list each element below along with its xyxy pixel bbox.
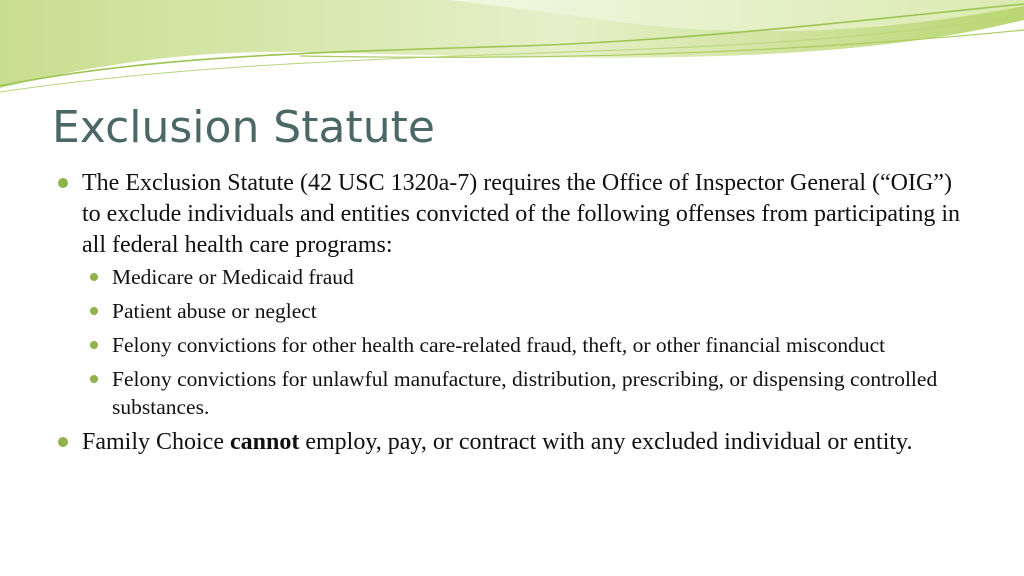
bullet-text-emphasis: cannot: [229, 429, 300, 455]
bullet-dot-icon: [90, 375, 98, 383]
slide-content: [58, 168, 968, 458]
bullet-dot-icon: [58, 437, 68, 447]
bullet-text-after: employ, pay, or contract with any excluded individual or entity.: [299, 429, 913, 455]
list-item: [90, 297, 968, 325]
bullet-text: The Exclusion Statute (42 USC 1320a-7) requires the Office of Inspector General (“OIG”) to exclude individuals and entities convicted of the following offenses from participating in all federal health care programs:: [82, 170, 961, 258]
list-item-text: Patient abuse or neglect: [112, 299, 317, 323]
bullet-family-choice: [58, 427, 968, 458]
list-item: [90, 365, 968, 421]
bullet-dot-icon: [90, 273, 98, 281]
list-item-text: Felony convictions for other health care-related fraud, theft, or other financial misconduct: [112, 333, 886, 357]
bullet-exclusion-statute: [58, 168, 968, 261]
bullet-dot-icon: [90, 307, 98, 315]
bullet-dot-icon: [58, 178, 68, 188]
slide-title: Exclusion Statute: [52, 102, 435, 153]
list-item: [90, 331, 968, 359]
bullet-dot-icon: [90, 341, 98, 349]
offense-list: [90, 263, 968, 421]
list-item-text: Medicare or Medicaid fraud: [112, 265, 354, 289]
list-item-text: Felony convictions for unlawful manufacture, distribution, prescribing, or dispensing controlled substances.: [112, 367, 938, 419]
bullet-text-before: Family Choice: [82, 429, 230, 455]
list-item: [90, 263, 968, 291]
decorative-wave-banner: [0, 0, 1024, 100]
